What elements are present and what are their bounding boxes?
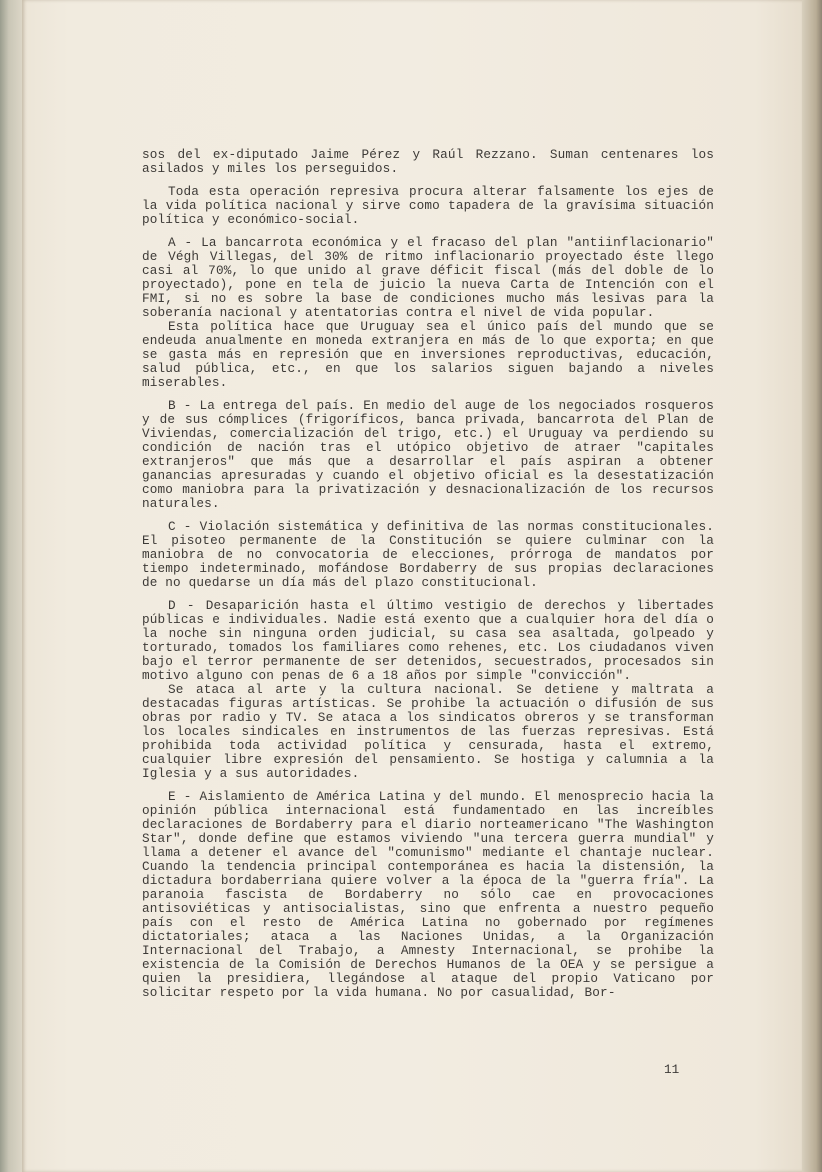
document-body — [142, 148, 714, 1009]
paragraph-uruguay-debt: Esta política hace que Uruguay sea el único país del mundo que se endeuda anualmente en moneda extranjera en más de lo que exporta; en que se gasta más en represión que en inversiones reproductivas, educación, salud pública, etc., en que los salarios siguen bajando a niveles miserables. — [142, 319, 714, 390]
binding-edge — [0, 0, 22, 1172]
paragraph-repression: Toda esta operación represiva procura alterar falsamente los ejes de la vida política nacional y sirve como tapadera de la gravísima situación política y económico-social. — [142, 184, 714, 227]
page-number: 11 — [664, 1062, 680, 1077]
page-edge-shadow — [802, 0, 822, 1172]
paragraph-continuation: sos del ex-diputado Jaime Pérez y Raúl Rezzano. Suman centenares los asilados y miles los perseguidos. — [142, 147, 714, 176]
paragraph-c-constitution-violation: C - Violación sistemática y definitiva de las normas constitucionales. El pisoteo permanente de la Constitución se quiere culminar con la maniobra de no convocatoria de elecciones, prórroga de mandatos por tiempo indeterminado, mofándose Bordaberry de sus propias declaraciones de no quedarse un día más del plazo constitucional. — [142, 519, 714, 590]
paragraph-b-country-handover: B - La entrega del país. En medio del auge de los negociados rosqueros y de sus cómplices (frigoríficos, banca privada, bancarrota del Plan de Viviendas, comercialización del trigo, etc.) el Uruguay va perdiendo su condición de nación tras el utópico objetivo de atraer "capitales extranjeros" que más que a desarrollar el país aspiran a obtener ganancias apresuradas y cuando el objetivo oficial es la desestatización como maniobra para la privatización y desnacionalización de los recursos naturales. — [142, 398, 714, 511]
paragraph-culture-attack: Se ataca al arte y la cultura nacional. Se detiene y maltrata a destacadas figuras artísticas. Se prohibe la actuación o difusión de sus obras por radio y TV. Se ataca a los sindicatos obreros y se transforman los locales sindicales en instrumentos de las fuerzas represivas. Está prohibida toda actividad política y censurada, hasta el extremo, cualquier libre expresión del pensamiento. Se hostiga y calumnia a la Iglesia y a sus autoridades. — [142, 682, 714, 781]
paragraph-e-isolation: E - Aislamiento de América Latina y del mundo. El menosprecio hacia la opinión pública internacional está fundamentado en las increíbles declaraciones de Bordaberry para el diario norteamericano "The Washington Star", donde define que estamos viviendo "una tercera guerra mundial" y llama a detener el avance del "comunismo" mediante el chantaje nuclear. Cuando la tendencia principal contemporánea es hacia la distensión, la dictadura bordaberriana quiere volver a la época de la "guerra fría". La paranoia fascista de Bordaberry no sólo cae en provocaciones antisoviéticas y antisocialistas, sino que enfrenta a nuestro pequeño país con el resto de América Latina no gobernado por regímenes dictatoriales; ataca a las Naciones Unidas, a la Organización Internacional del Trabajo, a Amnesty Internacional, se prohibe la existencia de la Comisión de Derechos Humanos de la OEA y se persigue a quien la presidiera, llegándose al ataque del propio Vaticano por solicitar respeto por la vida humana. No por casualidad, Bor- — [142, 789, 714, 1000]
paragraph-d-rights-disappearance: D - Desaparición hasta el último vestigio de derechos y libertades públicas e individuales. Nadie está exento que a cualquier hora del día o la noche sin ninguna orden judicial, su casa sea asaltada, golpeado y torturado, tomados los familiares como rehenes, etc. Los ciudadanos viven bajo el terror permanente de ser detenidos, secuestrados, procesados sin motivo alguno con penas de 6 a 18 años por simple "convicción". — [142, 598, 714, 683]
paragraph-a-economic-bankruptcy: A - La bancarrota económica y el fracaso del plan "antiinflacionario" de Végh Villegas, del 30% de ritmo inflacionario proyectado éste llego casi al 70%, lo que unido al grave déficit fiscal (más del doble de lo proyectado), pone en tela de juicio la nueva Carta de Intención con el FMI, si no es sobre la base de condiciones mucho más lesivas para la soberanía nacional y atentatorias contra el nivel de vida popular. — [142, 235, 714, 320]
